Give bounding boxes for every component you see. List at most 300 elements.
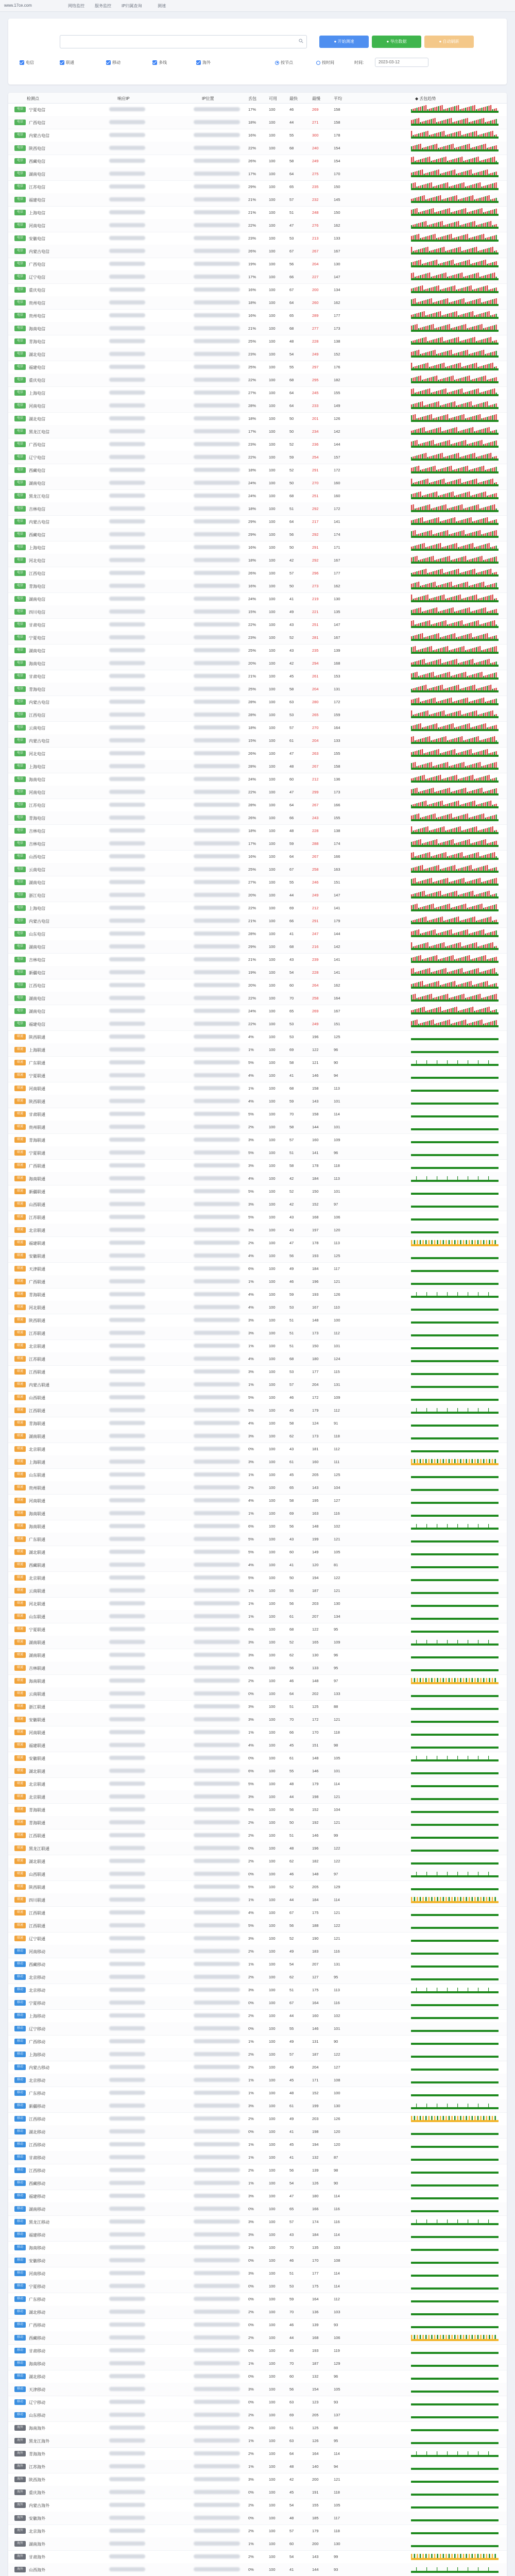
table-row[interactable] bbox=[8, 657, 507, 670]
loss-trend-sparkline[interactable] bbox=[411, 801, 499, 809]
loss-trend-sparkline[interactable] bbox=[411, 646, 499, 655]
table-row[interactable] bbox=[8, 1558, 507, 1572]
loss-trend-sparkline[interactable] bbox=[411, 1393, 499, 1402]
loss-trend-sparkline[interactable] bbox=[411, 144, 499, 152]
sparkline-bar bbox=[422, 1459, 424, 1463]
table-row[interactable] bbox=[8, 940, 507, 954]
export-button[interactable]: ● 导出数据 bbox=[372, 36, 421, 48]
table-row[interactable] bbox=[8, 167, 507, 181]
table-row[interactable] bbox=[8, 232, 507, 245]
loss-trend-sparkline[interactable] bbox=[411, 981, 499, 990]
sparkline-bar bbox=[418, 234, 419, 240]
table-row[interactable] bbox=[8, 1108, 507, 1121]
table-row[interactable] bbox=[8, 580, 507, 593]
sparkline-bar bbox=[479, 598, 480, 600]
sparkline-bar bbox=[442, 969, 443, 974]
loss-trend-sparkline[interactable] bbox=[411, 1251, 499, 1260]
table-row[interactable] bbox=[8, 283, 507, 297]
table-row[interactable] bbox=[8, 1275, 507, 1289]
filter-checkbox-multiline[interactable] bbox=[152, 60, 167, 66]
loss-trend-sparkline[interactable] bbox=[411, 118, 499, 127]
loss-trend-sparkline[interactable] bbox=[411, 1239, 499, 1247]
sparkline-bar bbox=[415, 672, 416, 677]
sparkline-bar bbox=[418, 107, 419, 111]
loss-trend-sparkline[interactable] bbox=[411, 955, 499, 964]
location-cell: 山东联通 bbox=[29, 1473, 45, 1478]
loss-trend-sparkline[interactable] bbox=[411, 1187, 499, 1196]
table-row[interactable] bbox=[8, 1455, 507, 1469]
loss-trend-sparkline[interactable] bbox=[411, 685, 499, 693]
loss-trend-sparkline[interactable] bbox=[411, 376, 499, 384]
breadcrumb-item[interactable]: 网络监控 bbox=[68, 4, 84, 8]
sparkline-bar bbox=[492, 958, 493, 961]
table-row[interactable] bbox=[8, 889, 507, 902]
loss-trend-sparkline[interactable] bbox=[411, 826, 499, 835]
column-header[interactable]: IP位置 bbox=[202, 96, 214, 101]
loss-trend-sparkline[interactable] bbox=[411, 968, 499, 977]
loss-trend-sparkline[interactable] bbox=[411, 363, 499, 371]
loss-trend-sparkline[interactable] bbox=[411, 1380, 499, 1389]
loss-trend-sparkline[interactable] bbox=[411, 1586, 499, 1595]
column-header[interactable]: 检测点 bbox=[27, 96, 39, 101]
loss-trend-sparkline[interactable] bbox=[411, 1226, 499, 1234]
table-row[interactable] bbox=[8, 116, 507, 129]
sparkline-bar bbox=[424, 248, 425, 252]
table-row[interactable] bbox=[8, 309, 507, 323]
loss-trend-sparkline[interactable] bbox=[411, 182, 499, 191]
table-row[interactable] bbox=[8, 1043, 507, 1057]
column-header[interactable]: 平均 bbox=[334, 96, 342, 101]
table-row[interactable] bbox=[8, 1082, 507, 1095]
loss-trend-sparkline[interactable] bbox=[411, 479, 499, 487]
table-row[interactable] bbox=[8, 824, 507, 838]
loss-trend-sparkline[interactable] bbox=[411, 414, 499, 423]
sparkline-bar bbox=[422, 933, 423, 935]
loss-trend-sparkline[interactable] bbox=[411, 942, 499, 951]
loss-trend-sparkline[interactable] bbox=[411, 1007, 499, 1015]
sparkline-bar bbox=[422, 659, 423, 665]
filter-checkbox-mobile[interactable] bbox=[106, 60, 121, 66]
table-row[interactable] bbox=[8, 1391, 507, 1404]
table-row[interactable] bbox=[8, 927, 507, 941]
loss-trend-sparkline[interactable] bbox=[411, 427, 499, 436]
table-row[interactable] bbox=[8, 193, 507, 207]
column-header[interactable]: 最慢 bbox=[312, 96, 320, 101]
table-row[interactable] bbox=[8, 631, 507, 645]
table-row[interactable] bbox=[8, 451, 507, 464]
loss-trend-sparkline[interactable] bbox=[411, 157, 499, 165]
table-row[interactable] bbox=[8, 992, 507, 1005]
loss-trend-sparkline[interactable] bbox=[411, 1573, 499, 1582]
loss-trend-sparkline[interactable] bbox=[411, 1213, 499, 1222]
table-row[interactable] bbox=[8, 567, 507, 580]
loss-trend-sparkline[interactable] bbox=[411, 504, 499, 513]
table-row[interactable] bbox=[8, 245, 507, 258]
table-row[interactable] bbox=[8, 1005, 507, 1018]
sparkline-bar bbox=[445, 957, 447, 961]
table-row[interactable] bbox=[8, 683, 507, 696]
table-row[interactable] bbox=[8, 1224, 507, 1237]
loss-trend-sparkline[interactable] bbox=[411, 994, 499, 1003]
table-row[interactable] bbox=[8, 554, 507, 567]
table-row[interactable] bbox=[8, 1185, 507, 1198]
sparkline-bar bbox=[443, 1010, 444, 1012]
loss-trend-sparkline[interactable] bbox=[411, 904, 499, 912]
search-input[interactable] bbox=[60, 35, 307, 48]
loss-trend-sparkline[interactable] bbox=[411, 1264, 499, 1273]
sparkline-bar bbox=[437, 1459, 438, 1463]
loss-trend-sparkline[interactable] bbox=[411, 929, 499, 938]
filter-checkbox-unicom[interactable] bbox=[60, 60, 74, 66]
table-row[interactable] bbox=[8, 296, 507, 310]
table-row[interactable] bbox=[8, 515, 507, 529]
redacted-cell bbox=[109, 713, 145, 717]
table-row[interactable] bbox=[8, 1211, 507, 1224]
loss-trend-sparkline[interactable] bbox=[411, 453, 499, 462]
column-header[interactable]: ◆ 丢包趋势 bbox=[415, 96, 436, 101]
loss-trend-sparkline[interactable] bbox=[411, 569, 499, 578]
loss-trend-sparkline[interactable] bbox=[411, 1032, 499, 1041]
table-row[interactable] bbox=[8, 129, 507, 142]
table-row[interactable] bbox=[8, 876, 507, 889]
column-header[interactable]: 响应IP bbox=[117, 96, 130, 101]
sparkline-bar bbox=[469, 402, 470, 407]
table-row[interactable] bbox=[8, 180, 507, 194]
column-header[interactable]: 丢包 bbox=[248, 96, 256, 101]
loss-trend-sparkline[interactable] bbox=[411, 1509, 499, 1518]
table-row[interactable] bbox=[8, 1430, 507, 1443]
loss-trend-sparkline[interactable] bbox=[411, 1496, 499, 1505]
breadcrumb-item[interactable]: IP归属查询 bbox=[122, 4, 142, 8]
loss-trend-sparkline[interactable] bbox=[411, 1470, 499, 1479]
sparkline-bar bbox=[494, 725, 495, 729]
loss-trend-sparkline[interactable] bbox=[411, 517, 499, 526]
table-row[interactable] bbox=[8, 1571, 507, 1585]
table-row[interactable] bbox=[8, 348, 507, 361]
loss-trend-sparkline[interactable] bbox=[411, 878, 499, 887]
loss-trend-sparkline[interactable] bbox=[411, 1110, 499, 1118]
loss-trend-sparkline[interactable] bbox=[411, 131, 499, 140]
loss-trend-sparkline[interactable] bbox=[411, 466, 499, 474]
table-row[interactable] bbox=[8, 592, 507, 606]
loss-trend-sparkline[interactable] bbox=[411, 530, 499, 539]
loss-trend-sparkline[interactable] bbox=[411, 1483, 499, 1492]
table-row[interactable] bbox=[8, 696, 507, 709]
loss-trend-sparkline[interactable] bbox=[411, 492, 499, 500]
loss-trend-sparkline[interactable] bbox=[411, 1071, 499, 1080]
loss-trend-sparkline[interactable] bbox=[411, 1548, 499, 1556]
loss-trend-sparkline[interactable] bbox=[411, 1020, 499, 1028]
loss-trend-sparkline[interactable] bbox=[411, 1406, 499, 1415]
loss-trend-sparkline[interactable] bbox=[411, 1084, 499, 1093]
loss-trend-sparkline[interactable] bbox=[411, 698, 499, 706]
table-row[interactable] bbox=[8, 477, 507, 490]
loss-trend-sparkline[interactable] bbox=[411, 170, 499, 178]
loss-trend-sparkline[interactable] bbox=[411, 350, 499, 359]
loss-trend-sparkline[interactable] bbox=[411, 633, 499, 642]
table-row[interactable] bbox=[8, 258, 507, 271]
table-row[interactable] bbox=[8, 1133, 507, 1147]
loss-trend-sparkline[interactable] bbox=[411, 891, 499, 900]
sparkline-bar bbox=[424, 263, 425, 265]
redacted-cell bbox=[194, 146, 240, 150]
column-header[interactable]: 可用 bbox=[269, 96, 277, 101]
loss-trend-sparkline[interactable] bbox=[411, 285, 499, 294]
breadcrumb-item[interactable]: 测速 bbox=[158, 4, 166, 8]
table-row[interactable] bbox=[8, 386, 507, 400]
table-row[interactable] bbox=[8, 1172, 507, 1185]
loss-trend-sparkline[interactable] bbox=[411, 543, 499, 552]
table-row[interactable] bbox=[8, 142, 507, 155]
sparkline-bar bbox=[483, 392, 484, 394]
start-test-button[interactable]: ● 开始测速 bbox=[319, 36, 369, 48]
loss-trend-sparkline[interactable] bbox=[411, 195, 499, 204]
sparkline-bar bbox=[418, 455, 419, 459]
loss-trend-sparkline[interactable] bbox=[411, 582, 499, 590]
table-row[interactable] bbox=[8, 1069, 507, 1082]
table-row[interactable] bbox=[8, 1507, 507, 1520]
table-row[interactable] bbox=[8, 837, 507, 851]
table-row[interactable] bbox=[8, 1018, 507, 1031]
table-row[interactable] bbox=[8, 670, 507, 683]
loss-trend-sparkline[interactable] bbox=[411, 1045, 499, 1054]
loss-trend-sparkline[interactable] bbox=[411, 221, 499, 230]
loss-trend-sparkline[interactable] bbox=[411, 273, 499, 281]
table-row[interactable] bbox=[8, 361, 507, 374]
loss-trend-sparkline[interactable] bbox=[411, 1354, 499, 1363]
sparkline-bar bbox=[464, 646, 465, 652]
loss-trend-sparkline[interactable] bbox=[411, 1367, 499, 1376]
loss-trend-sparkline[interactable] bbox=[411, 1058, 499, 1067]
table-row[interactable] bbox=[8, 322, 507, 335]
table-row[interactable] bbox=[8, 1494, 507, 1507]
table-row[interactable] bbox=[8, 1443, 507, 1456]
table-row[interactable] bbox=[8, 850, 507, 863]
table-row[interactable] bbox=[8, 1249, 507, 1263]
table-row[interactable] bbox=[8, 502, 507, 516]
filter-checkbox-overseas[interactable] bbox=[196, 60, 211, 66]
sparkline-bar bbox=[445, 583, 447, 587]
loss-trend-sparkline[interactable] bbox=[411, 1561, 499, 1569]
isp-badge: 电信 bbox=[14, 223, 26, 228]
loss-trend-sparkline[interactable] bbox=[411, 1522, 499, 1531]
loss-trend-sparkline[interactable] bbox=[411, 659, 499, 668]
loss-trend-sparkline[interactable] bbox=[411, 1277, 499, 1286]
table-row[interactable] bbox=[8, 618, 507, 632]
loss-trend-sparkline[interactable] bbox=[411, 723, 499, 732]
table-row[interactable] bbox=[8, 1404, 507, 1417]
table-row[interactable] bbox=[8, 1288, 507, 1301]
table-row[interactable] bbox=[8, 1159, 507, 1173]
sparkline-bar bbox=[422, 353, 423, 355]
loss-trend-sparkline[interactable] bbox=[411, 710, 499, 719]
table-row[interactable] bbox=[8, 270, 507, 284]
table-row[interactable] bbox=[8, 811, 507, 825]
table-row[interactable] bbox=[8, 605, 507, 619]
table-row[interactable] bbox=[8, 1327, 507, 1340]
table-row[interactable] bbox=[8, 399, 507, 413]
loss-trend-sparkline[interactable] bbox=[411, 1123, 499, 1131]
loss-trend-sparkline[interactable] bbox=[411, 1445, 499, 1453]
loss-trend-sparkline[interactable] bbox=[411, 736, 499, 745]
fast-cell: 45 bbox=[289, 1472, 294, 1477]
loss-trend-sparkline[interactable] bbox=[411, 324, 499, 333]
loss-trend-sparkline[interactable] bbox=[411, 1342, 499, 1350]
table-row[interactable] bbox=[8, 1417, 507, 1430]
table-row[interactable] bbox=[8, 1584, 507, 1598]
loss-trend-sparkline[interactable] bbox=[411, 775, 499, 784]
loss-trend-sparkline[interactable] bbox=[411, 865, 499, 874]
table-row[interactable] bbox=[8, 1301, 507, 1314]
loss-trend-sparkline[interactable] bbox=[411, 1174, 499, 1183]
loss-trend-sparkline[interactable] bbox=[411, 1200, 499, 1209]
loss-trend-sparkline[interactable] bbox=[411, 762, 499, 771]
loss-trend-sparkline[interactable] bbox=[411, 1419, 499, 1428]
table-row[interactable] bbox=[8, 1314, 507, 1327]
table-row[interactable] bbox=[8, 374, 507, 387]
table-row[interactable] bbox=[8, 863, 507, 876]
slow-cell: 292 bbox=[312, 532, 319, 537]
loss-trend-sparkline[interactable] bbox=[411, 672, 499, 681]
table-row[interactable] bbox=[8, 760, 507, 773]
table-row[interactable] bbox=[8, 721, 507, 735]
table-row[interactable] bbox=[8, 734, 507, 748]
table-row[interactable] bbox=[8, 1121, 507, 1134]
loss-trend-sparkline[interactable] bbox=[411, 852, 499, 861]
table-row[interactable] bbox=[8, 1236, 507, 1250]
table-row[interactable] bbox=[8, 1262, 507, 1276]
sparkline-bar bbox=[445, 636, 447, 639]
table-row[interactable] bbox=[8, 1481, 507, 1495]
loss-trend-sparkline[interactable] bbox=[411, 749, 499, 758]
table-row[interactable] bbox=[8, 1520, 507, 1533]
loss-trend-sparkline[interactable] bbox=[411, 337, 499, 346]
table-row[interactable] bbox=[8, 489, 507, 503]
loss-trend-sparkline[interactable] bbox=[411, 401, 499, 410]
table-row[interactable] bbox=[8, 1468, 507, 1482]
loss-trend-sparkline[interactable] bbox=[411, 620, 499, 629]
loss-trend-sparkline[interactable] bbox=[411, 1303, 499, 1312]
table-row[interactable] bbox=[8, 1030, 507, 1044]
table-row[interactable] bbox=[8, 1198, 507, 1211]
table-row[interactable] bbox=[8, 979, 507, 992]
table-row[interactable] bbox=[8, 1597, 507, 1611]
table-row[interactable] bbox=[8, 799, 507, 812]
table-row[interactable] bbox=[8, 773, 507, 786]
table-row[interactable] bbox=[8, 747, 507, 760]
auto-refresh-button[interactable]: ● 自动刷新 bbox=[424, 36, 474, 48]
redacted-cell bbox=[194, 339, 240, 343]
sparkline-bar bbox=[433, 366, 434, 368]
column-header[interactable]: 最快 bbox=[289, 96, 298, 101]
table-row[interactable] bbox=[8, 1340, 507, 1353]
loss-trend-sparkline[interactable] bbox=[411, 247, 499, 256]
sparkline-bar bbox=[487, 918, 488, 922]
loss-trend-sparkline[interactable] bbox=[411, 1290, 499, 1299]
table-row[interactable] bbox=[8, 1533, 507, 1546]
table-row[interactable] bbox=[8, 644, 507, 657]
loss-trend-sparkline[interactable] bbox=[411, 1329, 499, 1337]
sparkline-base bbox=[411, 781, 499, 783]
table-row[interactable] bbox=[8, 1378, 507, 1392]
loss-trend-sparkline[interactable] bbox=[411, 1148, 499, 1157]
loss-trend-sparkline[interactable] bbox=[411, 105, 499, 114]
radio-by-node[interactable] bbox=[275, 60, 293, 65]
breadcrumb-item[interactable]: 服务监控 bbox=[95, 4, 111, 8]
loss-trend-sparkline[interactable] bbox=[411, 595, 499, 603]
table-row[interactable] bbox=[8, 155, 507, 168]
table-row[interactable] bbox=[8, 786, 507, 799]
table-row[interactable] bbox=[8, 914, 507, 928]
loss-trend-sparkline[interactable] bbox=[411, 1316, 499, 1325]
loss-trend-sparkline[interactable] bbox=[411, 788, 499, 796]
loss-trend-sparkline[interactable] bbox=[411, 839, 499, 848]
search-icon[interactable] bbox=[299, 39, 303, 43]
table-row[interactable] bbox=[8, 966, 507, 979]
loss-trend-sparkline[interactable] bbox=[411, 234, 499, 243]
loss-trend-sparkline[interactable] bbox=[411, 208, 499, 217]
loss-trend-sparkline[interactable] bbox=[411, 607, 499, 616]
breadcrumb-item[interactable]: www.17ce.com bbox=[4, 3, 32, 8]
loss-trend-sparkline[interactable] bbox=[411, 814, 499, 822]
fast-cell: 41 bbox=[289, 597, 294, 601]
sparkline-bar bbox=[424, 364, 425, 368]
table-row[interactable] bbox=[8, 438, 507, 451]
table-row[interactable] bbox=[8, 1365, 507, 1379]
loss-trend-sparkline[interactable] bbox=[411, 298, 499, 307]
table-row[interactable] bbox=[8, 528, 507, 541]
radio-by-time[interactable] bbox=[316, 60, 334, 65]
table-row[interactable] bbox=[8, 1352, 507, 1366]
sparkline-bar bbox=[424, 648, 425, 652]
table-row[interactable] bbox=[8, 902, 507, 915]
loss-trend-sparkline[interactable] bbox=[411, 311, 499, 320]
table-row[interactable] bbox=[8, 425, 507, 438]
table-row[interactable] bbox=[8, 1146, 507, 1160]
loss-trend-sparkline[interactable] bbox=[411, 1161, 499, 1170]
filter-checkbox-telecom[interactable] bbox=[20, 60, 34, 66]
loss-trend-sparkline[interactable] bbox=[411, 1432, 499, 1440]
table-row[interactable] bbox=[8, 1095, 507, 1108]
table-row[interactable] bbox=[8, 1546, 507, 1559]
loss-trend-sparkline[interactable] bbox=[411, 1535, 499, 1544]
loss-trend-sparkline[interactable] bbox=[411, 1458, 499, 1466]
sparkline-bar bbox=[492, 468, 493, 471]
date-field[interactable]: 2023-03-12 bbox=[375, 58, 428, 67]
table-row[interactable] bbox=[8, 953, 507, 967]
loss-trend-sparkline[interactable] bbox=[411, 440, 499, 449]
table-row[interactable] bbox=[8, 464, 507, 477]
table-row[interactable] bbox=[8, 1056, 507, 1070]
loss-trend-sparkline[interactable] bbox=[411, 1097, 499, 1106]
sparkline-bar bbox=[479, 893, 480, 896]
loss-trend-sparkline[interactable] bbox=[411, 260, 499, 268]
table-row[interactable] bbox=[8, 708, 507, 722]
sparkline-bar bbox=[478, 673, 479, 677]
loss-trend-sparkline[interactable] bbox=[411, 917, 499, 925]
sparkline-bar bbox=[433, 171, 434, 175]
table-row[interactable] bbox=[8, 412, 507, 426]
table-row[interactable] bbox=[8, 219, 507, 232]
loss-trend-sparkline[interactable] bbox=[411, 1136, 499, 1144]
table-row[interactable] bbox=[8, 541, 507, 554]
loss-trend-sparkline[interactable] bbox=[411, 556, 499, 565]
table-row[interactable] bbox=[8, 103, 507, 116]
sparkline-bar bbox=[487, 364, 488, 368]
loss-trend-sparkline[interactable] bbox=[411, 388, 499, 397]
table-row[interactable] bbox=[8, 335, 507, 348]
table-row[interactable] bbox=[8, 206, 507, 219]
